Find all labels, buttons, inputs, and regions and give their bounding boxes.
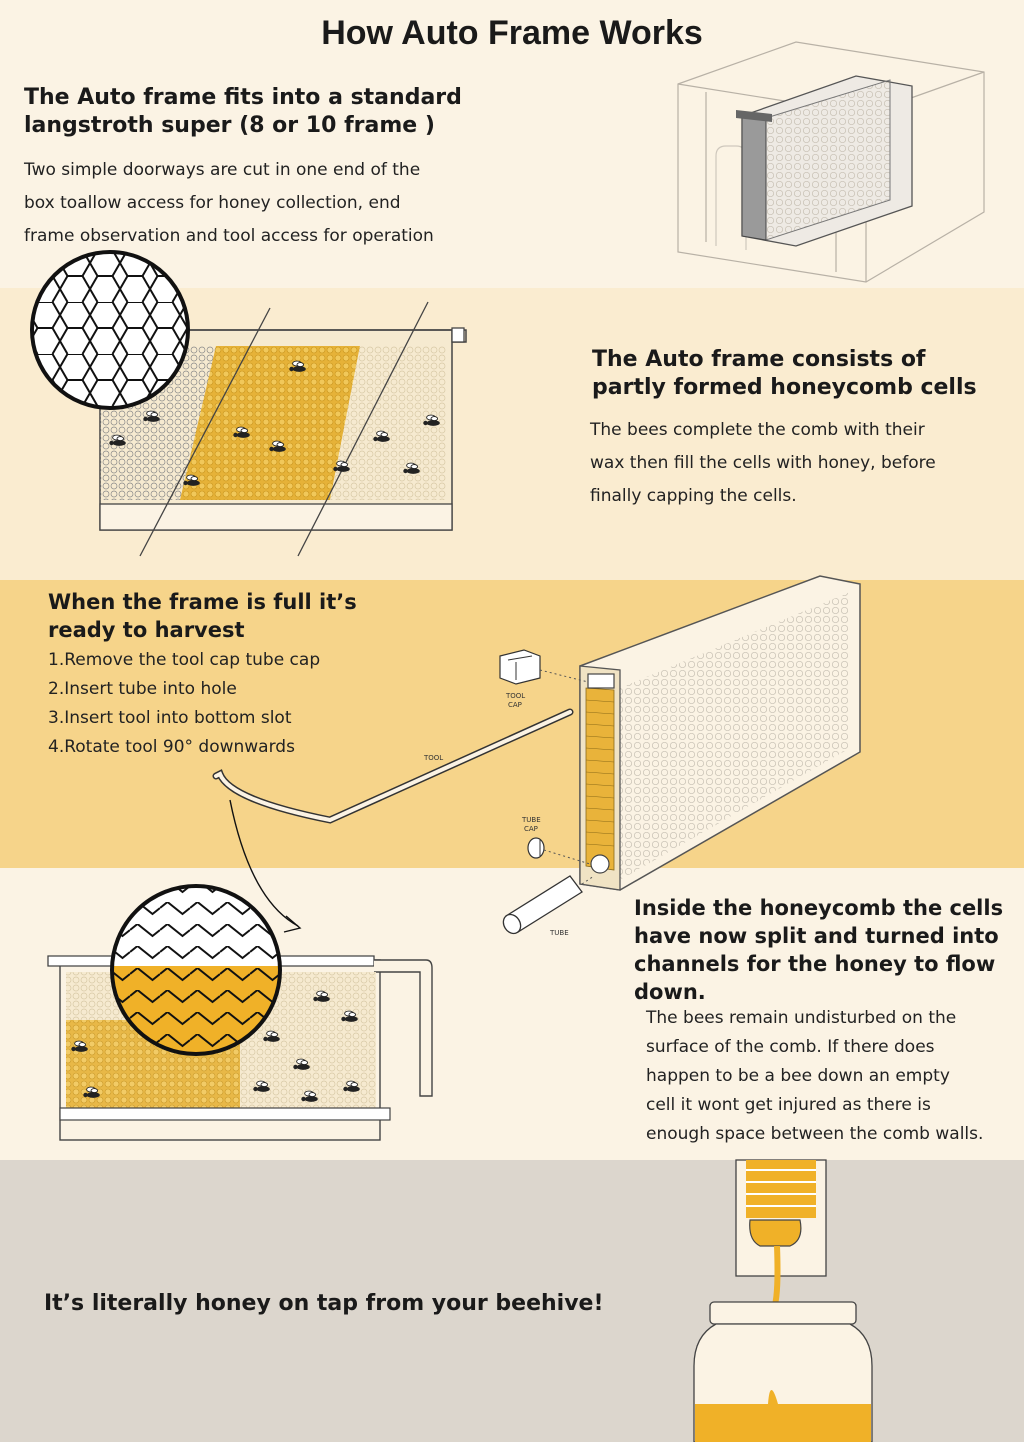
svg-text:CAP: CAP bbox=[524, 825, 538, 833]
comb-description: The bees complete the comb with their wax then fill the cells with honey, before finally capping the cells. bbox=[590, 420, 936, 506]
svg-text:CAP: CAP bbox=[508, 701, 522, 709]
partly-formed-comb-illustration bbox=[30, 250, 470, 560]
honey-on-tap-tagline: It’s literally honey on tap from your beehive! bbox=[44, 1291, 604, 1316]
step-3: 3.Insert tool into bottom slot bbox=[48, 708, 292, 728]
super-box-illustration bbox=[676, 36, 986, 286]
frame-inside-box bbox=[736, 76, 912, 246]
tool-cap-label: TOOL bbox=[506, 692, 526, 700]
tube-cap-label: TUBE bbox=[522, 816, 541, 824]
frame-spout bbox=[736, 1160, 826, 1276]
channels-description: The bees remain undisturbed on the surface of the comb. If there does happen to be a bee down an empty cell it wont get injured as there is enough space between the comb walls. bbox=[646, 1008, 984, 1144]
harvest-heading: When the frame is full it’s ready to harvest bbox=[48, 590, 357, 642]
fit-heading: The Auto frame fits into a standard langstroth super (8 or 10 frame ) bbox=[24, 85, 462, 138]
tool-label: TOOL bbox=[424, 754, 444, 762]
honey-jar bbox=[694, 1302, 872, 1442]
step-1: 1.Remove the tool cap tube cap bbox=[48, 650, 321, 670]
auto-frame-box bbox=[580, 576, 860, 890]
step-4: 4.Rotate tool 90° downwards bbox=[48, 737, 295, 757]
tube-part bbox=[500, 876, 594, 937]
tool-cap-part bbox=[500, 650, 588, 709]
step-2: 2.Insert tube into hole bbox=[48, 679, 237, 699]
honey-jar-illustration bbox=[680, 1160, 880, 1442]
tool-rod bbox=[216, 712, 570, 820]
channels-heading: Inside the honeycomb the cells have now split and turned into channels for the honey to flow down. bbox=[634, 896, 1004, 1004]
magnified-hex-circle bbox=[32, 252, 188, 408]
page-title: How Auto Frame Works bbox=[321, 14, 703, 52]
comb-heading: The Auto frame consists of partly formed honeycomb cells bbox=[592, 347, 977, 400]
channels-illustration bbox=[40, 880, 440, 1150]
fit-description: Two simple doorways are cut in one end of the box toallow access for honey collection, end frame observation and tool access for operation bbox=[24, 160, 434, 246]
tube-label: TUBE bbox=[550, 929, 569, 937]
